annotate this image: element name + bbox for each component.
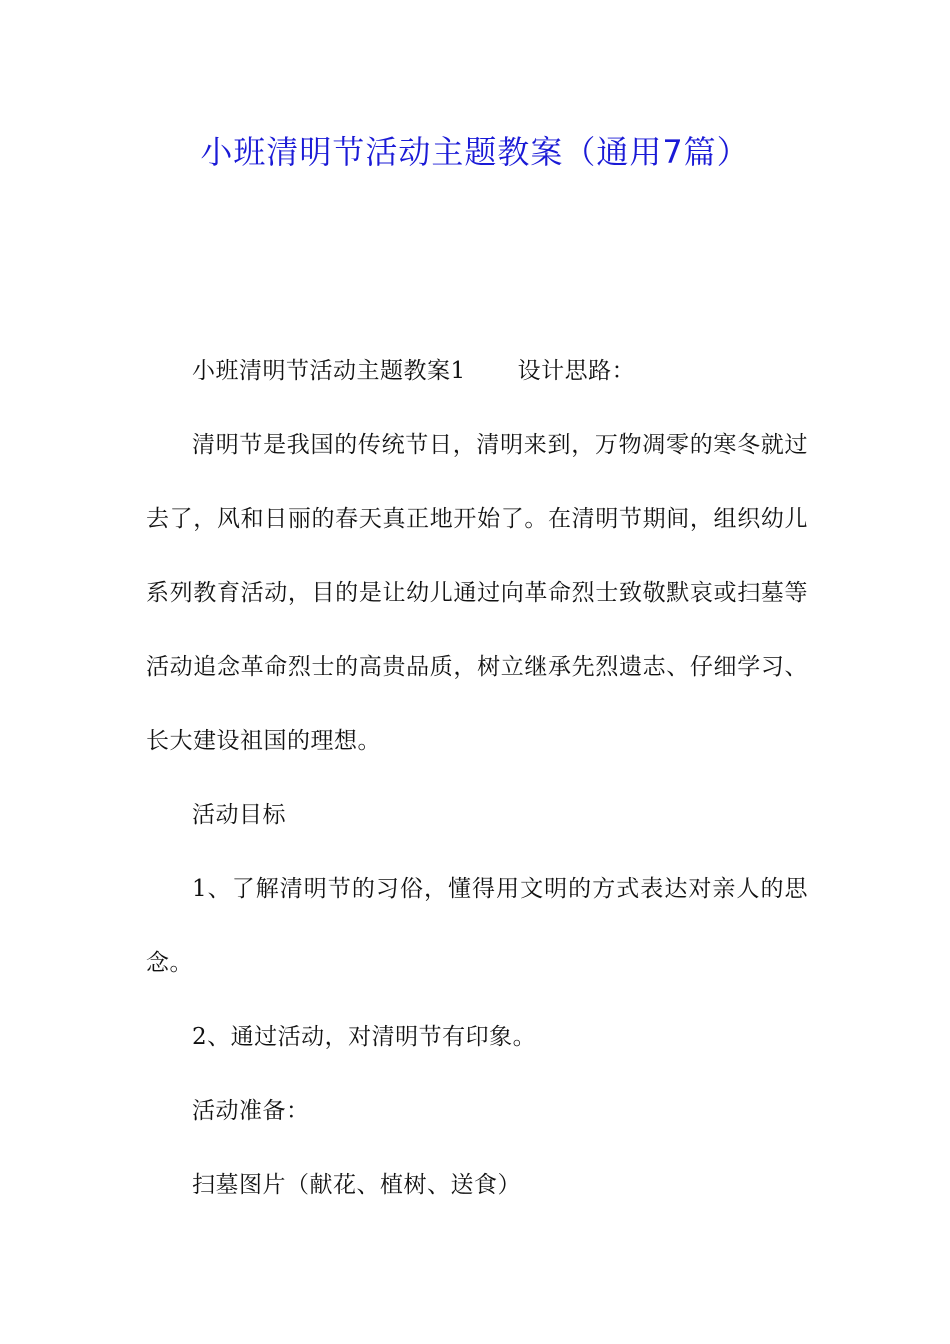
section-heading <box>146 334 808 408</box>
document-title: 小班清明节活动主题教案（通用7篇） <box>200 133 750 171</box>
document-body <box>146 334 808 1222</box>
design-idea-label: 设计思路： <box>517 358 636 384</box>
paragraph-activity-goals-heading: 活动目标 <box>192 802 286 828</box>
paragraph-goal-1: 1、了解清明节的习俗，懂得用文明的方式表达对亲人的思念。 <box>146 876 808 976</box>
paragraph-preparation-heading: 活动准备： <box>192 1098 310 1124</box>
paragraph-preparation-item: 扫墓图片（献花、植树、送食） <box>192 1172 521 1198</box>
lesson-plan-heading: 小班清明节活动主题教案1 <box>192 358 466 384</box>
paragraph-design-idea: 清明节是我国的传统节日，清明来到，万物凋零的寒冬就过去了，风和日丽的春天真正地开始了。在清明节期间，组织幼儿系列教育活动，目的是让幼儿通过向革命烈士致敬默哀或扫墓等活动追念革命烈士的高贵品质，树立继承先烈遗志、仔细学习、长大建设祖国的理想。 <box>146 432 808 754</box>
paragraph-goal-2: 2、通过活动，对清明节有印象。 <box>192 1024 537 1050</box>
